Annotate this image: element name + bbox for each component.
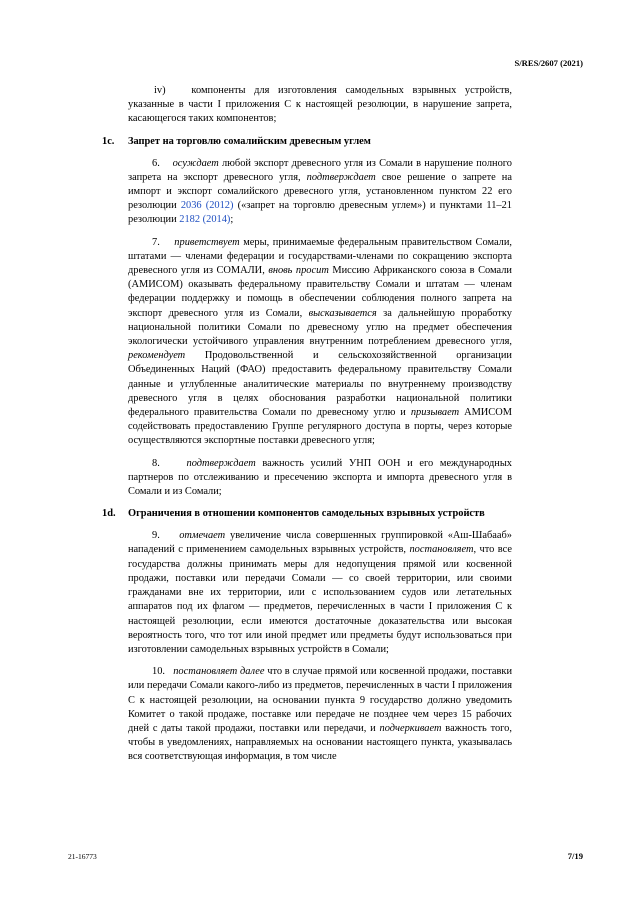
document-symbol: S/RES/2607 (2021) — [514, 58, 583, 68]
operative-verb: осуждает — [172, 157, 219, 169]
paragraph-text: важность усилий УНП ООН и его международных партнеров по отслеживанию и пресечению экспорта и импорта древесного угля в Сомали и из Сомали; — [128, 457, 513, 498]
operative-verb: отмечает — [179, 530, 226, 542]
operative-verb: подтверждает — [186, 457, 256, 469]
paragraph-6 — [128, 157, 512, 228]
operative-verb: приветствует — [174, 236, 240, 248]
paragraph-number: 10. — [152, 666, 165, 678]
operative-verb: подчеркивает — [379, 722, 442, 734]
paragraph-text: Продовольственной и сельскохозяйственной организации Объединенных Наций (ФАО) предоставить федеральному правительству Сомали данные и углубленные аналитические материалы по внутреннему производству древесного угля в целях обоснования разработки национальной политики федерального правительства Сомали по древесному углю и — [128, 350, 512, 419]
paragraph-number: 6. — [152, 157, 160, 169]
operative-verb: призывает — [410, 407, 460, 419]
resolution-link-2036[interactable]: 2036 (2012) — [180, 200, 234, 212]
document-body — [102, 84, 513, 773]
paragraph-number: 7. — [152, 236, 160, 248]
paragraph-text: , что все государства должны принимать меры для недопущения прямой или косвенной продажи, поставки или передачи Сомали — со своей территории, или своими гражданами вне их территории, или с использованием судов или летательных аппаратов под их флагом — предметов, перечисленных в части I приложения С к настоящей резолюции, если имеются достаточные доказательства или высокая вероятность того, что тот или иной предмет или предметы будут использоваться при изготовлении самодельных взрывных устройств в Сомали; — [128, 544, 512, 655]
paragraph-8 — [128, 457, 512, 500]
paragraph-text: Миссию Африканского союза в Сомали (АМИСОМ) оказывать федеральному правительству Сомали и штатам — членам федерации поддержку и помощь в обеспечении соблюдения полного запрета на экспорт древесного угля из Сомали, — [128, 265, 512, 319]
operative-verb: постановляет далее — [173, 666, 265, 678]
operative-verb: высказывается — [308, 307, 377, 319]
paragraph-text: любой экспорт древесного угля из Сомали в нарушение полного запрета на экспорт древесного угля, — [128, 157, 512, 183]
page-number: 7/19 — [567, 851, 583, 861]
section-number: 1d. — [102, 508, 116, 520]
section-heading-1d — [102, 507, 512, 521]
document-number: 21-16773 — [68, 852, 97, 861]
paragraph-text: что в случае прямой или косвенной продажи, поставки или передачи Сомали какого-либо из предметов, перечисленных в части I приложения С к настоящей резолюции, на основании пункта 9 государство должно уведомить Комитет о такой продаже, поставке или передаче не позднее чем через 15 рабочих дней с даты такой продажи, поставки или передачи, и — [128, 666, 513, 734]
resolution-link-2182[interactable]: 2182 (2014) — [179, 214, 231, 226]
paragraph-10 — [128, 665, 512, 764]
section-title: Ограничения в отношении компонентов самодельных взрывных устройств — [128, 508, 485, 520]
paragraph-text: («запрет на торговлю древесным углем») и пунктами 11–21 резолюции — [128, 200, 512, 226]
paragraph-text: свое решение о запрете на импорт и экспорт сомалийского древесного угля, установленном пунктом 22 его резолюции — [128, 171, 512, 212]
operative-verb: постановляет — [409, 544, 474, 556]
paragraph-text: за дальнейшую проработку национальной политики Сомали по древесному углю на предмет обеспечения экологически устойчивого управления внутренним потреблением древесного угля, — [128, 307, 512, 348]
paragraph-9 — [128, 529, 512, 657]
section-title: Запрет на торговлю сомалийским древесным углем — [128, 135, 371, 147]
operative-verb: подтверждает — [306, 171, 376, 183]
paragraph-text: важность того, чтобы в уведомлениях, направляемых на основании настоящего пункта, указывалась вся соответствующая информация, в том числе — [128, 722, 512, 763]
list-item-iv — [128, 84, 512, 127]
paragraph-text: АМИСОМ содействовать предоставлению Группе регулярного доступа в порты, через которые осуществляются экспортные поставки древесного угля; — [128, 407, 512, 447]
paragraph-number: 8. — [152, 457, 160, 469]
paragraph-number: 9. — [152, 530, 160, 542]
paragraph-7 — [128, 236, 512, 449]
paragraph-text: ; — [230, 214, 234, 226]
paragraph-text: увеличение числа совершенных группировкой «Аш-Шабааб» нападений с применением самодельных взрывных устройств, — [128, 530, 512, 556]
paragraph-text: меры, принимаемые федеральным правительством Сомали, штатами — членами федерации и государствами-членами по сокращению экспорта древесного угля из СОМАЛИ, — [128, 236, 512, 277]
section-heading-1c — [102, 135, 512, 149]
operative-verb: рекомендует — [128, 350, 186, 362]
operative-verb: вновь просит — [268, 265, 329, 277]
item-label: iv) — [154, 85, 166, 96]
section-number: 1c. — [102, 135, 115, 147]
item-text: компоненты для изготовления самодельных взрывных устройств, указанные в части I приложения С к настоящей резолюции, в нарушение запрета, касающегося таких компонентов; — [128, 85, 512, 125]
